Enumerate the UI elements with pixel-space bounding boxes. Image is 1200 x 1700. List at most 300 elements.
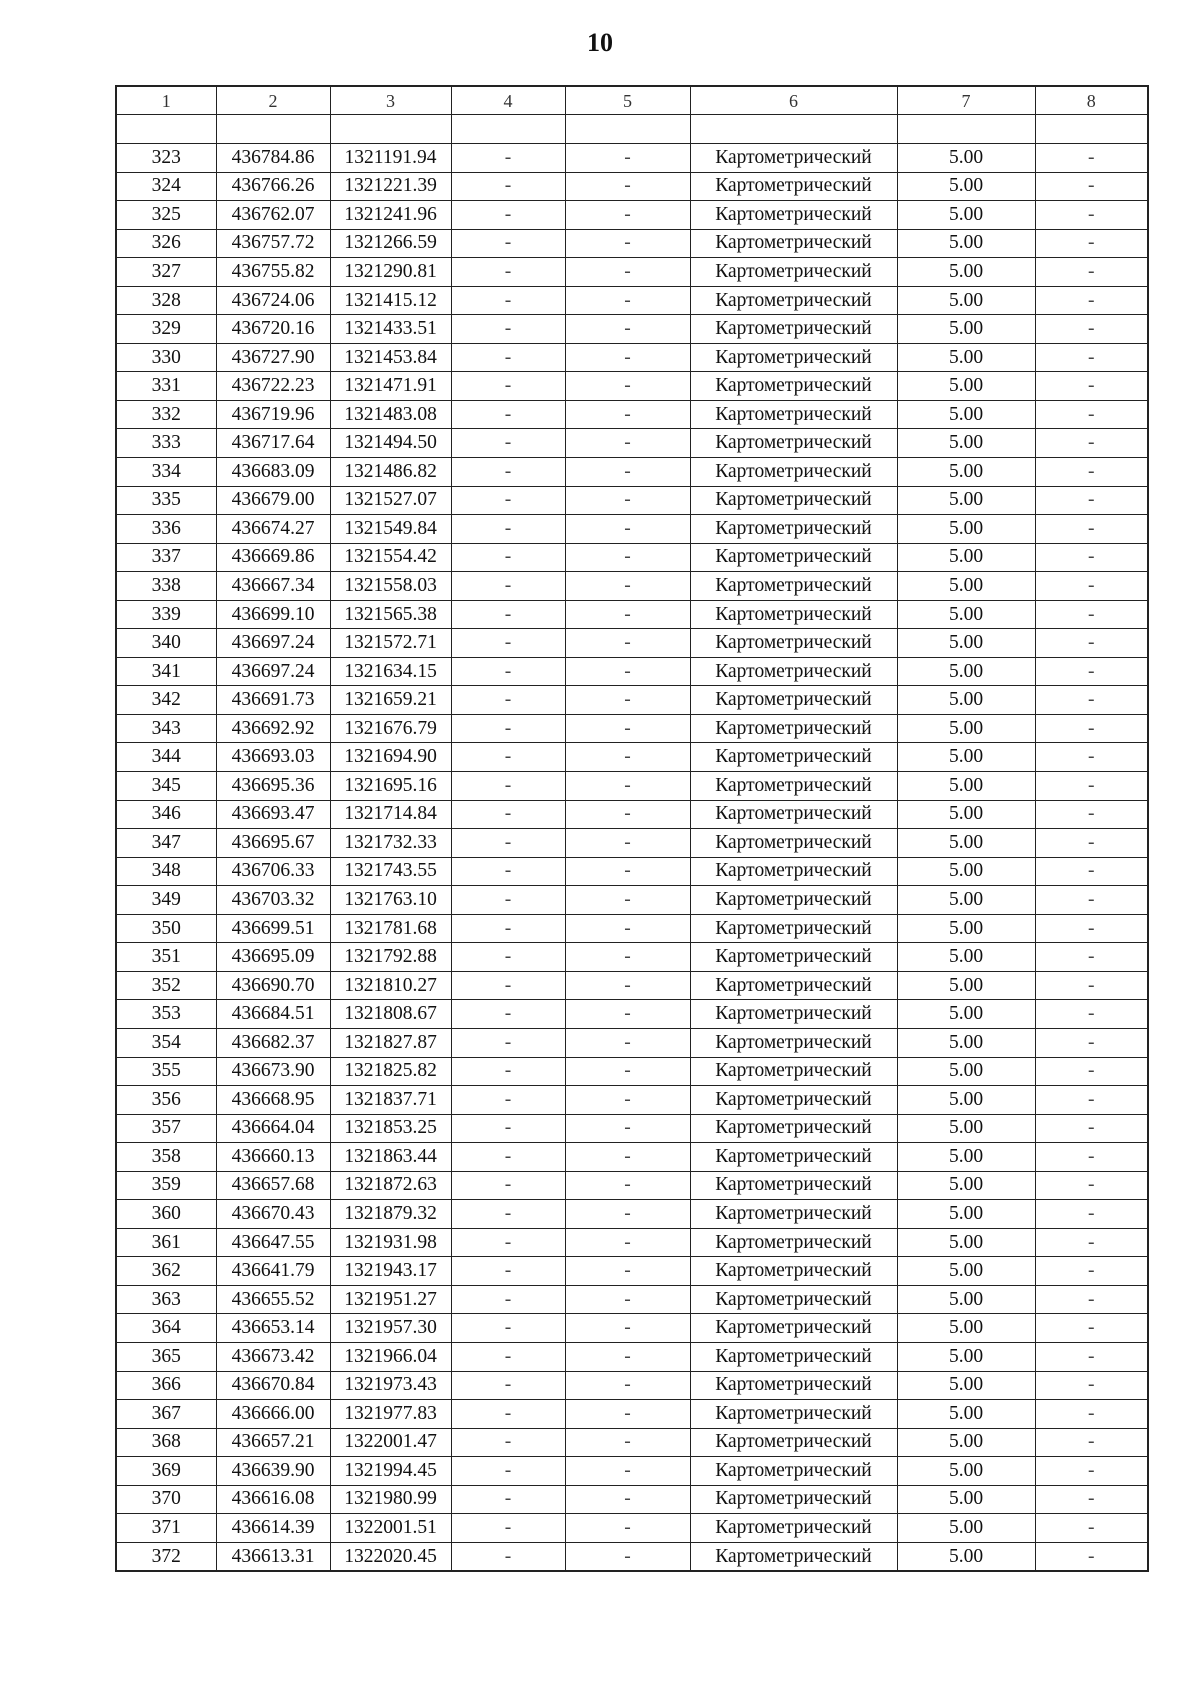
col4-cell: - bbox=[451, 486, 565, 515]
x-coordinate-cell: 436697.24 bbox=[216, 629, 330, 658]
col4-cell: - bbox=[451, 772, 565, 801]
method-cell: Картометрический bbox=[690, 1143, 897, 1172]
x-coordinate-cell: 436684.51 bbox=[216, 1000, 330, 1029]
x-coordinate-cell: 436766.26 bbox=[216, 172, 330, 201]
method-cell: Картометрический bbox=[690, 201, 897, 230]
accuracy-cell: 5.00 bbox=[897, 971, 1035, 1000]
col8-cell: - bbox=[1035, 657, 1148, 686]
blank-cell bbox=[565, 115, 690, 144]
point-number-cell: 354 bbox=[116, 1028, 216, 1057]
method-cell: Картометрический bbox=[690, 1342, 897, 1371]
col4-cell: - bbox=[451, 829, 565, 858]
column-header: 1 bbox=[116, 86, 216, 115]
col5-cell: - bbox=[565, 914, 690, 943]
point-number-cell: 329 bbox=[116, 315, 216, 344]
col5-cell: - bbox=[565, 144, 690, 173]
col8-cell: - bbox=[1035, 629, 1148, 658]
accuracy-cell: 5.00 bbox=[897, 1428, 1035, 1457]
col5-cell: - bbox=[565, 258, 690, 287]
column-header: 8 bbox=[1035, 86, 1148, 115]
method-cell: Картометрический bbox=[690, 1371, 897, 1400]
col8-cell: - bbox=[1035, 172, 1148, 201]
col8-cell: - bbox=[1035, 1342, 1148, 1371]
method-cell: Картометрический bbox=[690, 1285, 897, 1314]
x-coordinate-cell: 436693.47 bbox=[216, 800, 330, 829]
col8-cell: - bbox=[1035, 1228, 1148, 1257]
method-cell: Картометрический bbox=[690, 429, 897, 458]
table-row bbox=[116, 201, 1148, 230]
y-coordinate-cell: 1321943.17 bbox=[330, 1257, 451, 1286]
x-coordinate-cell: 436717.64 bbox=[216, 429, 330, 458]
blank-cell bbox=[690, 115, 897, 144]
y-coordinate-cell: 1321549.84 bbox=[330, 515, 451, 544]
accuracy-cell: 5.00 bbox=[897, 1143, 1035, 1172]
y-coordinate-cell: 1321241.96 bbox=[330, 201, 451, 230]
accuracy-cell: 5.00 bbox=[897, 943, 1035, 972]
y-coordinate-cell: 1321191.94 bbox=[330, 144, 451, 173]
col8-cell: - bbox=[1035, 743, 1148, 772]
col4-cell: - bbox=[451, 1485, 565, 1514]
table-row bbox=[116, 857, 1148, 886]
accuracy-cell: 5.00 bbox=[897, 486, 1035, 515]
col8-cell: - bbox=[1035, 372, 1148, 401]
accuracy-cell: 5.00 bbox=[897, 772, 1035, 801]
table-body bbox=[116, 115, 1148, 1572]
col8-cell: - bbox=[1035, 343, 1148, 372]
col5-cell: - bbox=[565, 543, 690, 572]
method-cell: Картометрический bbox=[690, 286, 897, 315]
y-coordinate-cell: 1321763.10 bbox=[330, 886, 451, 915]
col4-cell: - bbox=[451, 743, 565, 772]
column-header: 5 bbox=[565, 86, 690, 115]
col4-cell: - bbox=[451, 1114, 565, 1143]
y-coordinate-cell: 1322020.45 bbox=[330, 1542, 451, 1571]
col8-cell: - bbox=[1035, 1200, 1148, 1229]
col4-cell: - bbox=[451, 315, 565, 344]
col4-cell: - bbox=[451, 458, 565, 487]
col4-cell: - bbox=[451, 429, 565, 458]
point-number-cell: 366 bbox=[116, 1371, 216, 1400]
table-row bbox=[116, 144, 1148, 173]
point-number-cell: 361 bbox=[116, 1228, 216, 1257]
method-cell: Картометрический bbox=[690, 686, 897, 715]
col5-cell: - bbox=[565, 229, 690, 258]
col4-cell: - bbox=[451, 1342, 565, 1371]
y-coordinate-cell: 1321554.42 bbox=[330, 543, 451, 572]
x-coordinate-cell: 436695.36 bbox=[216, 772, 330, 801]
y-coordinate-cell: 1321527.07 bbox=[330, 486, 451, 515]
accuracy-cell: 5.00 bbox=[897, 1457, 1035, 1486]
accuracy-cell: 5.00 bbox=[897, 1057, 1035, 1086]
accuracy-cell: 5.00 bbox=[897, 144, 1035, 173]
blank-cell bbox=[330, 115, 451, 144]
col8-cell: - bbox=[1035, 1400, 1148, 1429]
point-number-cell: 345 bbox=[116, 772, 216, 801]
col4-cell: - bbox=[451, 1457, 565, 1486]
x-coordinate-cell: 436727.90 bbox=[216, 343, 330, 372]
column-header: 6 bbox=[690, 86, 897, 115]
col8-cell: - bbox=[1035, 486, 1148, 515]
point-number-cell: 350 bbox=[116, 914, 216, 943]
y-coordinate-cell: 1321980.99 bbox=[330, 1485, 451, 1514]
method-cell: Картометрический bbox=[690, 372, 897, 401]
col4-cell: - bbox=[451, 1143, 565, 1172]
col8-cell: - bbox=[1035, 400, 1148, 429]
col8-cell: - bbox=[1035, 714, 1148, 743]
accuracy-cell: 5.00 bbox=[897, 429, 1035, 458]
col4-cell: - bbox=[451, 1057, 565, 1086]
point-number-cell: 353 bbox=[116, 1000, 216, 1029]
y-coordinate-cell: 1321977.83 bbox=[330, 1400, 451, 1429]
x-coordinate-cell: 436699.51 bbox=[216, 914, 330, 943]
accuracy-cell: 5.00 bbox=[897, 1514, 1035, 1543]
x-coordinate-cell: 436613.31 bbox=[216, 1542, 330, 1571]
accuracy-cell: 5.00 bbox=[897, 201, 1035, 230]
point-number-cell: 328 bbox=[116, 286, 216, 315]
y-coordinate-cell: 1321825.82 bbox=[330, 1057, 451, 1086]
method-cell: Картометрический bbox=[690, 629, 897, 658]
col8-cell: - bbox=[1035, 515, 1148, 544]
table-row bbox=[116, 372, 1148, 401]
accuracy-cell: 5.00 bbox=[897, 1400, 1035, 1429]
x-coordinate-cell: 436722.23 bbox=[216, 372, 330, 401]
accuracy-cell: 5.00 bbox=[897, 743, 1035, 772]
table-row bbox=[116, 1371, 1148, 1400]
table-row bbox=[116, 829, 1148, 858]
col4-cell: - bbox=[451, 1257, 565, 1286]
col5-cell: - bbox=[565, 1057, 690, 1086]
accuracy-cell: 5.00 bbox=[897, 258, 1035, 287]
y-coordinate-cell: 1321743.55 bbox=[330, 857, 451, 886]
col5-cell: - bbox=[565, 943, 690, 972]
y-coordinate-cell: 1321483.08 bbox=[330, 400, 451, 429]
x-coordinate-cell: 436706.33 bbox=[216, 857, 330, 886]
x-coordinate-cell: 436668.95 bbox=[216, 1086, 330, 1115]
method-cell: Картометрический bbox=[690, 1028, 897, 1057]
point-number-cell: 355 bbox=[116, 1057, 216, 1086]
point-number-cell: 363 bbox=[116, 1285, 216, 1314]
col5-cell: - bbox=[565, 343, 690, 372]
x-coordinate-cell: 436670.84 bbox=[216, 1371, 330, 1400]
method-cell: Картометрический bbox=[690, 1514, 897, 1543]
col5-cell: - bbox=[565, 429, 690, 458]
table-row bbox=[116, 515, 1148, 544]
method-cell: Картометрический bbox=[690, 1114, 897, 1143]
x-coordinate-cell: 436670.43 bbox=[216, 1200, 330, 1229]
y-coordinate-cell: 1321565.38 bbox=[330, 600, 451, 629]
column-header: 4 bbox=[451, 86, 565, 115]
point-number-cell: 324 bbox=[116, 172, 216, 201]
table-row bbox=[116, 657, 1148, 686]
y-coordinate-cell: 1321572.71 bbox=[330, 629, 451, 658]
point-number-cell: 371 bbox=[116, 1514, 216, 1543]
point-number-cell: 356 bbox=[116, 1086, 216, 1115]
x-coordinate-cell: 436720.16 bbox=[216, 315, 330, 344]
method-cell: Картометрический bbox=[690, 1228, 897, 1257]
col4-cell: - bbox=[451, 372, 565, 401]
method-cell: Картометрический bbox=[690, 543, 897, 572]
col5-cell: - bbox=[565, 829, 690, 858]
y-coordinate-cell: 1321957.30 bbox=[330, 1314, 451, 1343]
col4-cell: - bbox=[451, 714, 565, 743]
col8-cell: - bbox=[1035, 1485, 1148, 1514]
y-coordinate-cell: 1321872.63 bbox=[330, 1171, 451, 1200]
method-cell: Картометрический bbox=[690, 258, 897, 287]
x-coordinate-cell: 436697.24 bbox=[216, 657, 330, 686]
table-row bbox=[116, 486, 1148, 515]
method-cell: Картометрический bbox=[690, 172, 897, 201]
accuracy-cell: 5.00 bbox=[897, 458, 1035, 487]
table-row bbox=[116, 1342, 1148, 1371]
accuracy-cell: 5.00 bbox=[897, 1028, 1035, 1057]
accuracy-cell: 5.00 bbox=[897, 600, 1035, 629]
accuracy-cell: 5.00 bbox=[897, 572, 1035, 601]
method-cell: Картометрический bbox=[690, 857, 897, 886]
x-coordinate-cell: 436695.67 bbox=[216, 829, 330, 858]
table-row bbox=[116, 1143, 1148, 1172]
col5-cell: - bbox=[565, 1000, 690, 1029]
col5-cell: - bbox=[565, 201, 690, 230]
col5-cell: - bbox=[565, 315, 690, 344]
method-cell: Картометрический bbox=[690, 971, 897, 1000]
col4-cell: - bbox=[451, 229, 565, 258]
x-coordinate-cell: 436616.08 bbox=[216, 1485, 330, 1514]
x-coordinate-cell: 436647.55 bbox=[216, 1228, 330, 1257]
point-number-cell: 339 bbox=[116, 600, 216, 629]
col4-cell: - bbox=[451, 600, 565, 629]
y-coordinate-cell: 1321863.44 bbox=[330, 1143, 451, 1172]
col8-cell: - bbox=[1035, 315, 1148, 344]
y-coordinate-cell: 1321471.91 bbox=[330, 372, 451, 401]
col5-cell: - bbox=[565, 1114, 690, 1143]
col8-cell: - bbox=[1035, 1171, 1148, 1200]
table-row bbox=[116, 343, 1148, 372]
col4-cell: - bbox=[451, 943, 565, 972]
col8-cell: - bbox=[1035, 144, 1148, 173]
accuracy-cell: 5.00 bbox=[897, 857, 1035, 886]
y-coordinate-cell: 1321931.98 bbox=[330, 1228, 451, 1257]
col4-cell: - bbox=[451, 1028, 565, 1057]
point-number-cell: 346 bbox=[116, 800, 216, 829]
method-cell: Картометрический bbox=[690, 1057, 897, 1086]
col5-cell: - bbox=[565, 1342, 690, 1371]
col4-cell: - bbox=[451, 886, 565, 915]
col4-cell: - bbox=[451, 543, 565, 572]
col4-cell: - bbox=[451, 258, 565, 287]
method-cell: Картометрический bbox=[690, 600, 897, 629]
accuracy-cell: 5.00 bbox=[897, 229, 1035, 258]
col8-cell: - bbox=[1035, 1371, 1148, 1400]
page-number: 10 bbox=[587, 28, 613, 57]
col5-cell: - bbox=[565, 800, 690, 829]
col4-cell: - bbox=[451, 144, 565, 173]
col5-cell: - bbox=[565, 600, 690, 629]
point-number-cell: 327 bbox=[116, 258, 216, 287]
y-coordinate-cell: 1321827.87 bbox=[330, 1028, 451, 1057]
method-cell: Картометрический bbox=[690, 229, 897, 258]
blank-cell bbox=[1035, 115, 1148, 144]
accuracy-cell: 5.00 bbox=[897, 1342, 1035, 1371]
accuracy-cell: 5.00 bbox=[897, 886, 1035, 915]
x-coordinate-cell: 436724.06 bbox=[216, 286, 330, 315]
table-row bbox=[116, 772, 1148, 801]
method-cell: Картометрический bbox=[690, 1400, 897, 1429]
col8-cell: - bbox=[1035, 286, 1148, 315]
col4-cell: - bbox=[451, 1000, 565, 1029]
method-cell: Картометрический bbox=[690, 657, 897, 686]
y-coordinate-cell: 1321266.59 bbox=[330, 229, 451, 258]
table-row bbox=[116, 800, 1148, 829]
col5-cell: - bbox=[565, 1200, 690, 1229]
col8-cell: - bbox=[1035, 1285, 1148, 1314]
x-coordinate-cell: 436639.90 bbox=[216, 1457, 330, 1486]
col5-cell: - bbox=[565, 458, 690, 487]
y-coordinate-cell: 1321290.81 bbox=[330, 258, 451, 287]
table-row bbox=[116, 229, 1148, 258]
col5-cell: - bbox=[565, 686, 690, 715]
col4-cell: - bbox=[451, 1542, 565, 1571]
x-coordinate-cell: 436692.92 bbox=[216, 714, 330, 743]
y-coordinate-cell: 1321415.12 bbox=[330, 286, 451, 315]
x-coordinate-cell: 436673.42 bbox=[216, 1342, 330, 1371]
y-coordinate-cell: 1321808.67 bbox=[330, 1000, 451, 1029]
y-coordinate-cell: 1321853.25 bbox=[330, 1114, 451, 1143]
x-coordinate-cell: 436653.14 bbox=[216, 1314, 330, 1343]
y-coordinate-cell: 1321714.84 bbox=[330, 800, 451, 829]
y-coordinate-cell: 1321659.21 bbox=[330, 686, 451, 715]
point-number-cell: 348 bbox=[116, 857, 216, 886]
table-row bbox=[116, 286, 1148, 315]
point-number-cell: 338 bbox=[116, 572, 216, 601]
col5-cell: - bbox=[565, 1257, 690, 1286]
accuracy-cell: 5.00 bbox=[897, 829, 1035, 858]
method-cell: Картометрический bbox=[690, 772, 897, 801]
x-coordinate-cell: 436674.27 bbox=[216, 515, 330, 544]
accuracy-cell: 5.00 bbox=[897, 1171, 1035, 1200]
col8-cell: - bbox=[1035, 1542, 1148, 1571]
col5-cell: - bbox=[565, 629, 690, 658]
x-coordinate-cell: 436691.73 bbox=[216, 686, 330, 715]
col4-cell: - bbox=[451, 629, 565, 658]
x-coordinate-cell: 436669.86 bbox=[216, 543, 330, 572]
point-number-cell: 368 bbox=[116, 1428, 216, 1457]
x-coordinate-cell: 436693.03 bbox=[216, 743, 330, 772]
col4-cell: - bbox=[451, 800, 565, 829]
col5-cell: - bbox=[565, 743, 690, 772]
col5-cell: - bbox=[565, 971, 690, 1000]
table-row bbox=[116, 572, 1148, 601]
table-row bbox=[116, 400, 1148, 429]
col5-cell: - bbox=[565, 1143, 690, 1172]
accuracy-cell: 5.00 bbox=[897, 629, 1035, 658]
point-number-cell: 364 bbox=[116, 1314, 216, 1343]
col5-cell: - bbox=[565, 1228, 690, 1257]
x-coordinate-cell: 436655.52 bbox=[216, 1285, 330, 1314]
y-coordinate-cell: 1321494.50 bbox=[330, 429, 451, 458]
y-coordinate-cell: 1321994.45 bbox=[330, 1457, 451, 1486]
method-cell: Картометрический bbox=[690, 1171, 897, 1200]
point-number-cell: 344 bbox=[116, 743, 216, 772]
y-coordinate-cell: 1321433.51 bbox=[330, 315, 451, 344]
accuracy-cell: 5.00 bbox=[897, 1285, 1035, 1314]
point-number-cell: 347 bbox=[116, 829, 216, 858]
method-cell: Картометрический bbox=[690, 1457, 897, 1486]
accuracy-cell: 5.00 bbox=[897, 1485, 1035, 1514]
col5-cell: - bbox=[565, 1457, 690, 1486]
y-coordinate-cell: 1321695.16 bbox=[330, 772, 451, 801]
point-number-cell: 367 bbox=[116, 1400, 216, 1429]
accuracy-cell: 5.00 bbox=[897, 657, 1035, 686]
point-number-cell: 326 bbox=[116, 229, 216, 258]
point-number-cell: 357 bbox=[116, 1114, 216, 1143]
table-row bbox=[116, 629, 1148, 658]
y-coordinate-cell: 1321732.33 bbox=[330, 829, 451, 858]
col5-cell: - bbox=[565, 1285, 690, 1314]
accuracy-cell: 5.00 bbox=[897, 714, 1035, 743]
col8-cell: - bbox=[1035, 1000, 1148, 1029]
col4-cell: - bbox=[451, 1428, 565, 1457]
col8-cell: - bbox=[1035, 1457, 1148, 1486]
col5-cell: - bbox=[565, 372, 690, 401]
x-coordinate-cell: 436755.82 bbox=[216, 258, 330, 287]
point-number-cell: 359 bbox=[116, 1171, 216, 1200]
x-coordinate-cell: 436784.86 bbox=[216, 144, 330, 173]
col8-cell: - bbox=[1035, 800, 1148, 829]
point-number-cell: 370 bbox=[116, 1485, 216, 1514]
blank-cell bbox=[216, 115, 330, 144]
method-cell: Картометрический bbox=[690, 1485, 897, 1514]
x-coordinate-cell: 436614.39 bbox=[216, 1514, 330, 1543]
point-number-cell: 352 bbox=[116, 971, 216, 1000]
method-cell: Картометрический bbox=[690, 315, 897, 344]
col8-cell: - bbox=[1035, 686, 1148, 715]
col8-cell: - bbox=[1035, 829, 1148, 858]
point-number-cell: 349 bbox=[116, 886, 216, 915]
table-row bbox=[116, 1285, 1148, 1314]
col8-cell: - bbox=[1035, 572, 1148, 601]
col5-cell: - bbox=[565, 1371, 690, 1400]
accuracy-cell: 5.00 bbox=[897, 914, 1035, 943]
accuracy-cell: 5.00 bbox=[897, 543, 1035, 572]
table-row bbox=[116, 258, 1148, 287]
accuracy-cell: 5.00 bbox=[897, 515, 1035, 544]
point-number-cell: 358 bbox=[116, 1143, 216, 1172]
accuracy-cell: 5.00 bbox=[897, 686, 1035, 715]
col5-cell: - bbox=[565, 1514, 690, 1543]
table-row bbox=[116, 943, 1148, 972]
col8-cell: - bbox=[1035, 1428, 1148, 1457]
x-coordinate-cell: 436660.13 bbox=[216, 1143, 330, 1172]
accuracy-cell: 5.00 bbox=[897, 1200, 1035, 1229]
col8-cell: - bbox=[1035, 1114, 1148, 1143]
col5-cell: - bbox=[565, 1428, 690, 1457]
x-coordinate-cell: 436679.00 bbox=[216, 486, 330, 515]
table-row bbox=[116, 1485, 1148, 1514]
accuracy-cell: 5.00 bbox=[897, 800, 1035, 829]
table-row bbox=[116, 1086, 1148, 1115]
col8-cell: - bbox=[1035, 600, 1148, 629]
x-coordinate-cell: 436682.37 bbox=[216, 1028, 330, 1057]
y-coordinate-cell: 1321676.79 bbox=[330, 714, 451, 743]
col5-cell: - bbox=[565, 172, 690, 201]
method-cell: Картометрический bbox=[690, 1086, 897, 1115]
method-cell: Картометрический bbox=[690, 343, 897, 372]
accuracy-cell: 5.00 bbox=[897, 1000, 1035, 1029]
col8-cell: - bbox=[1035, 229, 1148, 258]
accuracy-cell: 5.00 bbox=[897, 1114, 1035, 1143]
y-coordinate-cell: 1321453.84 bbox=[330, 343, 451, 372]
col8-cell: - bbox=[1035, 201, 1148, 230]
